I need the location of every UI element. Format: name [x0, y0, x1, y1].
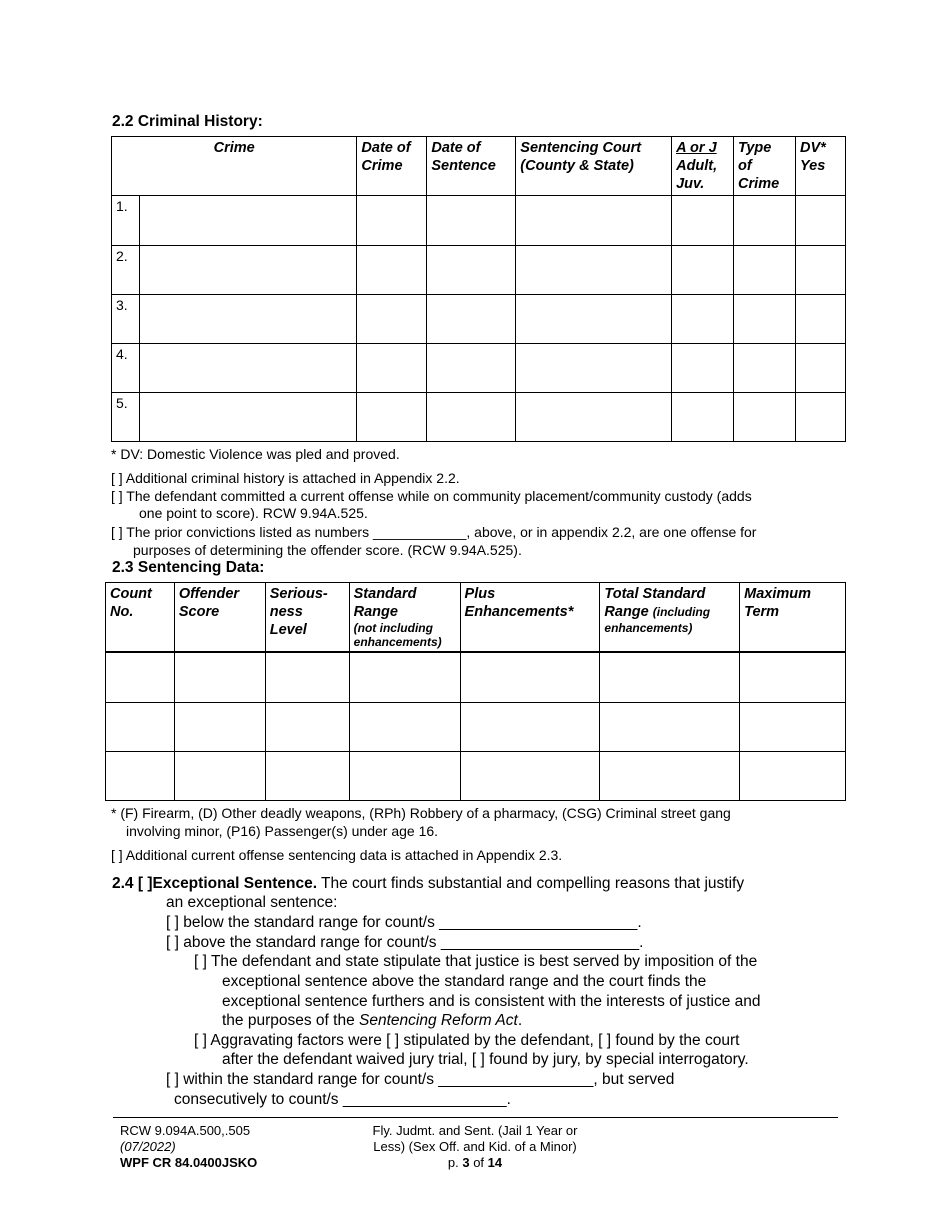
date-of-sentence-cell[interactable] — [427, 344, 516, 393]
row-number: 5. — [112, 393, 140, 442]
dv-note: * DV: Domestic Violence was pled and proved. — [111, 446, 400, 462]
score-cell[interactable] — [174, 702, 265, 751]
a-or-j-cell[interactable] — [672, 393, 734, 442]
page-number: p. 3 of 14 — [447, 1155, 503, 1170]
col-date-of-sentence: Date of Sentence — [427, 137, 516, 196]
dv-cell[interactable] — [796, 246, 846, 295]
appendix-2-3-option[interactable]: [ ] Additional current offense sentencing data is attached in Appendix 2.3. — [111, 847, 563, 863]
total-range-cell[interactable] — [600, 751, 740, 800]
type-cell[interactable] — [734, 344, 796, 393]
crime-cell[interactable] — [139, 196, 356, 246]
table-row — [112, 393, 846, 442]
below-range-option[interactable]: [ ] below the standard range for count/s _______________________. — [166, 914, 642, 931]
row-number: 4. — [112, 344, 140, 393]
sentencing-court-cell[interactable] — [516, 344, 672, 393]
date-of-crime-cell[interactable] — [357, 344, 427, 393]
table-row — [112, 344, 846, 393]
table-row — [106, 751, 846, 800]
seriousness-cell[interactable] — [265, 652, 349, 702]
sentencing-data-table — [105, 582, 846, 801]
col-type-of-crime: Type of Crime — [734, 137, 796, 196]
max-term-cell[interactable] — [740, 751, 846, 800]
date-of-sentence-cell[interactable] — [427, 246, 516, 295]
footer-date: (07/2022) — [120, 1139, 176, 1154]
prior-convictions-option-cont: purposes of determining the offender score. (RCW 9.94A.525). — [133, 542, 522, 558]
date-of-crime-cell[interactable] — [357, 393, 427, 442]
score-cell[interactable] — [174, 751, 265, 800]
sentencing-court-cell[interactable] — [516, 295, 672, 344]
stipulation-cont-1: exceptional sentence above the standard range and the court finds the — [222, 973, 707, 990]
col-sentencing-court: Sentencing Court (County & State) — [516, 137, 672, 196]
total-range-cell[interactable] — [600, 702, 740, 751]
a-or-j-cell[interactable] — [672, 196, 734, 246]
count-cell[interactable] — [106, 652, 175, 702]
sentencing-court-cell[interactable] — [516, 196, 672, 246]
crime-cell[interactable] — [139, 246, 356, 295]
col-plus-enhancements: Plus Enhancements* — [460, 583, 600, 653]
date-of-sentence-cell[interactable] — [427, 393, 516, 442]
col-count-no: Count No. — [106, 583, 175, 653]
a-or-j-cell[interactable] — [672, 344, 734, 393]
exceptional-prefix[interactable]: 2.4 [ ] — [112, 875, 153, 892]
type-cell[interactable] — [734, 393, 796, 442]
sentencing-data-heading: 2.3 Sentencing Data: — [112, 559, 265, 576]
stipulation-cont-2: exceptional sentence furthers and is consistent with the interests of justice and — [222, 993, 761, 1010]
date-of-crime-cell[interactable] — [357, 295, 427, 344]
enhancements-cell[interactable] — [460, 751, 600, 800]
enhancement-note: * (F) Firearm, (D) Other deadly weapons, (RPh) Robbery of a pharmacy, (CSG) Criminal street gang — [111, 805, 731, 821]
sentencing-court-cell[interactable] — [516, 393, 672, 442]
dv-cell[interactable] — [796, 196, 846, 246]
date-of-sentence-cell[interactable] — [427, 196, 516, 246]
within-range-option[interactable]: [ ] within the standard range for count/s __________________, but served — [166, 1071, 675, 1088]
community-placement-option-cont: one point to score). RCW 9.94A.525. — [139, 505, 368, 521]
crime-cell[interactable] — [139, 344, 356, 393]
max-term-cell[interactable] — [740, 702, 846, 751]
stipulation-cont-3: the purposes of the Sentencing Reform Act. — [222, 1012, 523, 1029]
row-number: 3. — [112, 295, 140, 344]
criminal-history-header-row — [112, 137, 846, 196]
table-row — [106, 702, 846, 751]
date-of-crime-cell[interactable] — [357, 196, 427, 246]
criminal-history-table — [111, 136, 846, 442]
row-number: 2. — [112, 246, 140, 295]
table-row — [112, 196, 846, 246]
col-total-standard-range: Total Standard Range (including enhancements) — [600, 583, 740, 653]
above-range-option[interactable]: [ ] above the standard range for count/s _______________________. — [166, 934, 644, 951]
col-seriousness-level: Serious- ness Level — [265, 583, 349, 653]
exceptional-intro: The court finds substantial and compelling reasons that justify — [317, 875, 745, 892]
a-or-j-cell[interactable] — [672, 246, 734, 295]
appendix-2-2-option[interactable]: [ ] Additional criminal history is attached in Appendix 2.2. — [111, 470, 460, 486]
sentencing-court-cell[interactable] — [516, 246, 672, 295]
footer-divider — [113, 1117, 838, 1118]
exceptional-title: Exceptional Sentence. — [152, 875, 318, 892]
count-cell[interactable] — [106, 751, 175, 800]
dv-cell[interactable] — [796, 344, 846, 393]
seriousness-cell[interactable] — [265, 751, 349, 800]
seriousness-cell[interactable] — [265, 702, 349, 751]
footer-form-number: WPF CR 84.0400JSKO — [120, 1155, 258, 1170]
table-row — [106, 652, 846, 702]
standard-range-cell[interactable] — [349, 652, 460, 702]
community-placement-option[interactable]: [ ] The defendant committed a current offense while on community placement/community custody (adds — [111, 488, 752, 504]
enhancements-cell[interactable] — [460, 702, 600, 751]
prior-convictions-option[interactable]: [ ] The prior convictions listed as numbers ____________, above, or in appendix 2.2, are one offense for — [111, 524, 757, 540]
enhancements-cell[interactable] — [460, 652, 600, 702]
enhancement-note-cont: involving minor, (P16) Passenger(s) under age 16. — [126, 823, 439, 839]
stipulation-option[interactable]: [ ] The defendant and state stipulate that justice is best served by imposition of the — [194, 953, 758, 970]
dv-cell[interactable] — [796, 295, 846, 344]
type-cell[interactable] — [734, 246, 796, 295]
standard-range-cell[interactable] — [349, 751, 460, 800]
standard-range-cell[interactable] — [349, 702, 460, 751]
within-range-cont: consecutively to count/s ___________________. — [174, 1091, 511, 1108]
col-a-or-j: A or J Adult, Juv. — [672, 137, 734, 196]
col-dv: DV* Yes — [796, 137, 846, 196]
col-standard-range: Standard Range (not including enhancements) — [349, 583, 460, 653]
footer-title: Fly. Judmt. and Sent. (Jail 1 Year or Less) (Sex Off. and Kid. of a Minor) p. 3 of 14 — [360, 1123, 590, 1171]
total-range-cell[interactable] — [600, 652, 740, 702]
crime-cell[interactable] — [139, 295, 356, 344]
col-crime: Crime — [112, 137, 357, 196]
type-cell[interactable] — [734, 196, 796, 246]
crime-cell[interactable] — [139, 393, 356, 442]
footer-rcw: RCW 9.094A.500,.505 — [120, 1123, 251, 1138]
a-or-j-cell[interactable] — [672, 295, 734, 344]
exceptional-intro-cont: an exceptional sentence: — [166, 894, 338, 911]
col-date-of-crime: Date of Crime — [357, 137, 427, 196]
table-row — [112, 246, 846, 295]
dv-cell[interactable] — [796, 393, 846, 442]
row-number: 1. — [112, 196, 140, 246]
max-term-cell[interactable] — [740, 652, 846, 702]
exceptional-sentence-line — [112, 874, 744, 894]
score-cell[interactable] — [174, 652, 265, 702]
aggravating-factors-option[interactable]: [ ] Aggravating factors were [ ] stipulated by the defendant, [ ] found by the court — [194, 1032, 740, 1049]
date-of-crime-cell[interactable] — [357, 246, 427, 295]
type-cell[interactable] — [734, 295, 796, 344]
aggravating-factors-cont[interactable]: after the defendant waived jury trial, [ ] found by jury, by special interrogatory. — [222, 1051, 749, 1068]
col-offender-score: Offender Score — [174, 583, 265, 653]
criminal-history-heading: 2.2 Criminal History: — [112, 113, 263, 130]
date-of-sentence-cell[interactable] — [427, 295, 516, 344]
table-row — [112, 295, 846, 344]
count-cell[interactable] — [106, 702, 175, 751]
col-maximum-term: Maximum Term — [740, 583, 846, 653]
sentencing-header-row — [106, 583, 846, 653]
